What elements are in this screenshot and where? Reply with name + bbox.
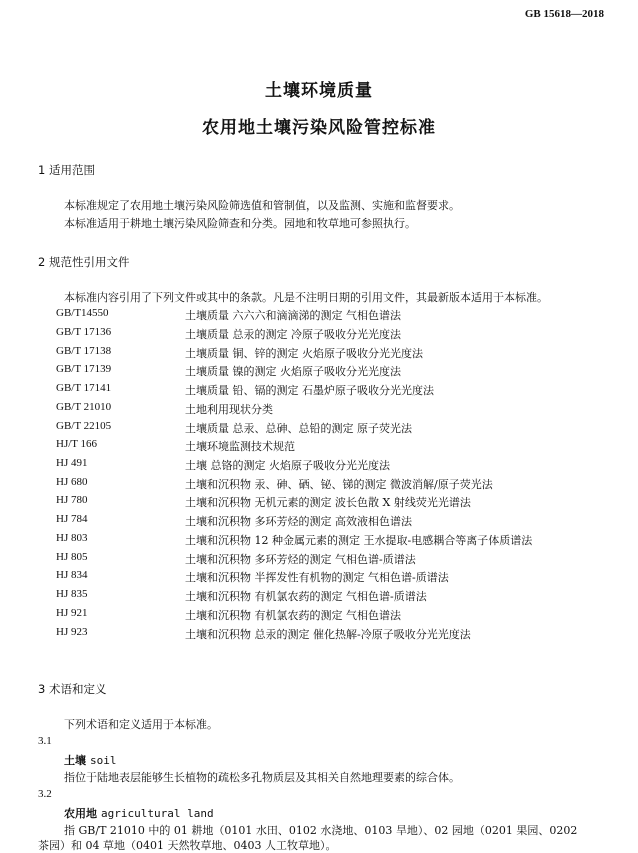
section-3-intro: 下列术语和定义适用于本标准。: [64, 718, 218, 731]
term-definition: 指 GB/T 21010 中的 01 耕地（0101 水田、0102 水浇地、0103 旱地）、02 园地（0201 果园、0202: [64, 824, 578, 837]
reference-title: 土壤和沉积物 半挥发性有机物的测定 气相色谱-质谱法: [185, 571, 449, 584]
reference-code: GB/T 17141: [56, 382, 112, 394]
reference-code: HJ 834: [56, 569, 88, 581]
reference-title: 土壤和沉积物 总汞的测定 催化热解-冷原子吸收分光光度法: [185, 628, 471, 641]
standard-code: GB 15618—2018: [524, 8, 604, 20]
reference-code: HJ 921: [56, 607, 88, 619]
section-2-heading: 2 规范性引用文件: [38, 255, 130, 269]
reference-code: HJ 803: [56, 532, 88, 544]
term-definition: 指位于陆地表层能够生长植物的疏松多孔物质层及其相关自然地理要素的综合体。: [64, 771, 460, 784]
reference-code: GB/T 17136: [56, 326, 112, 338]
reference-title: 土壤质量 铅、镉的测定 石墨炉原子吸收分光光度法: [185, 384, 434, 397]
reference-title: 土壤和沉积物 汞、砷、硒、铋、锑的测定 微波消解/原子荧光法: [185, 478, 493, 491]
document-subtitle: 农用地土壤污染风险管控标准: [202, 118, 436, 138]
section-2-intro: 本标准内容引用了下列文件或其中的条款。凡是不注明日期的引用文件，其最新版本适用于本标准。: [64, 291, 548, 304]
reference-code: GB/T 17138: [56, 345, 112, 357]
term-heading: [64, 805, 214, 821]
reference-title: 土壤 总铬的测定 火焰原子吸收分光光度法: [185, 459, 390, 472]
reference-code: GB/T 22105: [56, 420, 112, 432]
reference-title: 土壤质量 总汞、总砷、总铅的测定 原子荧光法: [185, 422, 412, 435]
reference-title: 土壤质量 镍的测定 火焰原子吸收分光光度法: [185, 365, 401, 378]
term-zh: 土壤: [64, 754, 86, 767]
term-heading: [64, 752, 117, 768]
reference-code: HJ 491: [56, 457, 88, 469]
reference-code: HJ 784: [56, 513, 88, 525]
reference-title: 土地利用现状分类: [185, 403, 273, 416]
section-3-heading: 3 术语和定义: [38, 682, 107, 696]
section-1-heading: 1 适用范围: [38, 163, 95, 177]
reference-title: 土壤和沉积物 多环芳烃的测定 高效液相色谱法: [185, 515, 412, 528]
term-en: agricultural land: [101, 807, 214, 820]
reference-title: 土壤质量 铜、锌的测定 火焰原子吸收分光光度法: [185, 347, 423, 360]
term-en: soil: [90, 754, 117, 767]
reference-title: 土壤质量 六六六和滴滴涕的测定 气相色谱法: [185, 309, 401, 322]
document-title: 土壤环境质量: [265, 81, 373, 101]
reference-title: 土壤和沉积物 多环芳烃的测定 气相色谱-质谱法: [185, 553, 416, 566]
reference-title: 土壤和沉积物 有机氯农药的测定 气相色谱-质谱法: [185, 590, 427, 603]
reference-title: 土壤质量 总汞的测定 冷原子吸收分光光度法: [185, 328, 401, 341]
reference-code: GB/T14550: [56, 307, 109, 319]
reference-code: HJ 835: [56, 588, 88, 600]
section-1-paragraph: 本标准规定了农用地土壤污染风险筛选值和管制值，以及监测、实施和监督要求。: [64, 199, 460, 212]
reference-title: 土壤和沉积物 无机元素的测定 波长色散 X 射线荧光光谱法: [185, 496, 471, 509]
term-number: 3.1: [38, 735, 52, 747]
reference-code: GB/T 21010: [56, 401, 112, 413]
term-definition-continued: 茶园）和 04 草地（0401 天然牧草地、0403 人工牧草地）。: [38, 839, 337, 852]
reference-title: 土壤和沉积物 12 种金属元素的测定 王水提取-电感耦合等离子体质谱法: [185, 534, 533, 547]
reference-title: 土壤环境监测技术规范: [185, 440, 295, 453]
reference-title: 土壤和沉积物 有机氯农药的测定 气相色谱法: [185, 609, 401, 622]
term-zh: 农用地: [64, 807, 97, 820]
reference-code: GB/T 17139: [56, 363, 112, 375]
reference-code: HJ 923: [56, 626, 88, 638]
section-1-paragraph: 本标准适用于耕地土壤污染风险筛查和分类。园地和牧草地可参照执行。: [64, 217, 416, 230]
reference-code: HJ/T 166: [56, 438, 98, 450]
term-number: 3.2: [38, 788, 52, 800]
reference-code: HJ 780: [56, 494, 88, 506]
reference-code: HJ 805: [56, 551, 88, 563]
reference-code: HJ 680: [56, 476, 88, 488]
